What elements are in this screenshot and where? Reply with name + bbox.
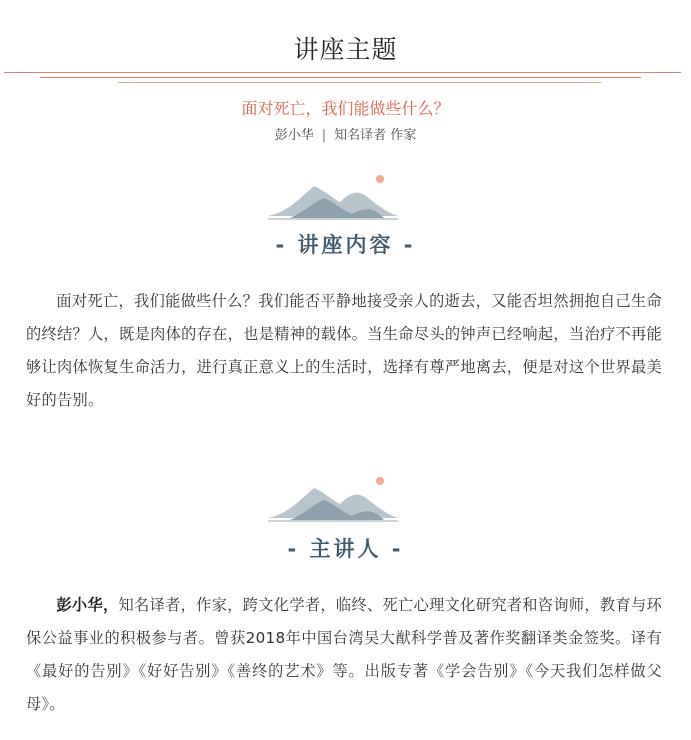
byline-speaker: 彭小华: [274, 128, 314, 143]
byline-separator: |: [321, 128, 327, 143]
talk-title: 面对死亡，我们能做些什么？: [241, 99, 450, 118]
mountain-icon: [268, 172, 398, 222]
section-heading-content: - 讲座内容 -: [275, 233, 416, 257]
speaker-bio: 知名译者，作家，跨文化学者，临终、死亡心理文化研究者和咨询师，教育与环保公益事业的积极参与者。曾获2018年中国台湾吴大猷科学普及著作奖翻译类金签奖。译有《最好的告别》《好好告别》《善终的艺术》等。出版专著《学会告别》《今天我们怎样做父母》。: [26, 596, 663, 713]
speaker-name: 彭小华，: [56, 596, 119, 614]
speaker-byline: [0, 124, 691, 143]
mountain-icon: [268, 474, 398, 524]
byline-roles: 知名译者 作家: [334, 128, 417, 143]
divider-top: [4, 72, 681, 73]
divider-middle: [40, 77, 641, 78]
section-heading-speaker: - 主讲人 -: [287, 537, 404, 561]
page-title: 讲座主题: [293, 35, 398, 64]
divider-bottom: [118, 82, 601, 83]
content-paragraph: 面对死亡，我们能做些什么？我们能否平静地接受亲人的逝去，又能否坦然拥抱自己生命的终结？人，既是肉体的存在，也是精神的载体。当生命尽头的钟声已经响起，当治疗不再能够让肉体恢复生命活力，进行真正意义上的生活时，选择有尊严地离去，便是对这个世界最美好的告别。: [26, 292, 662, 409]
speaker-bio-paragraph: [26, 589, 662, 721]
